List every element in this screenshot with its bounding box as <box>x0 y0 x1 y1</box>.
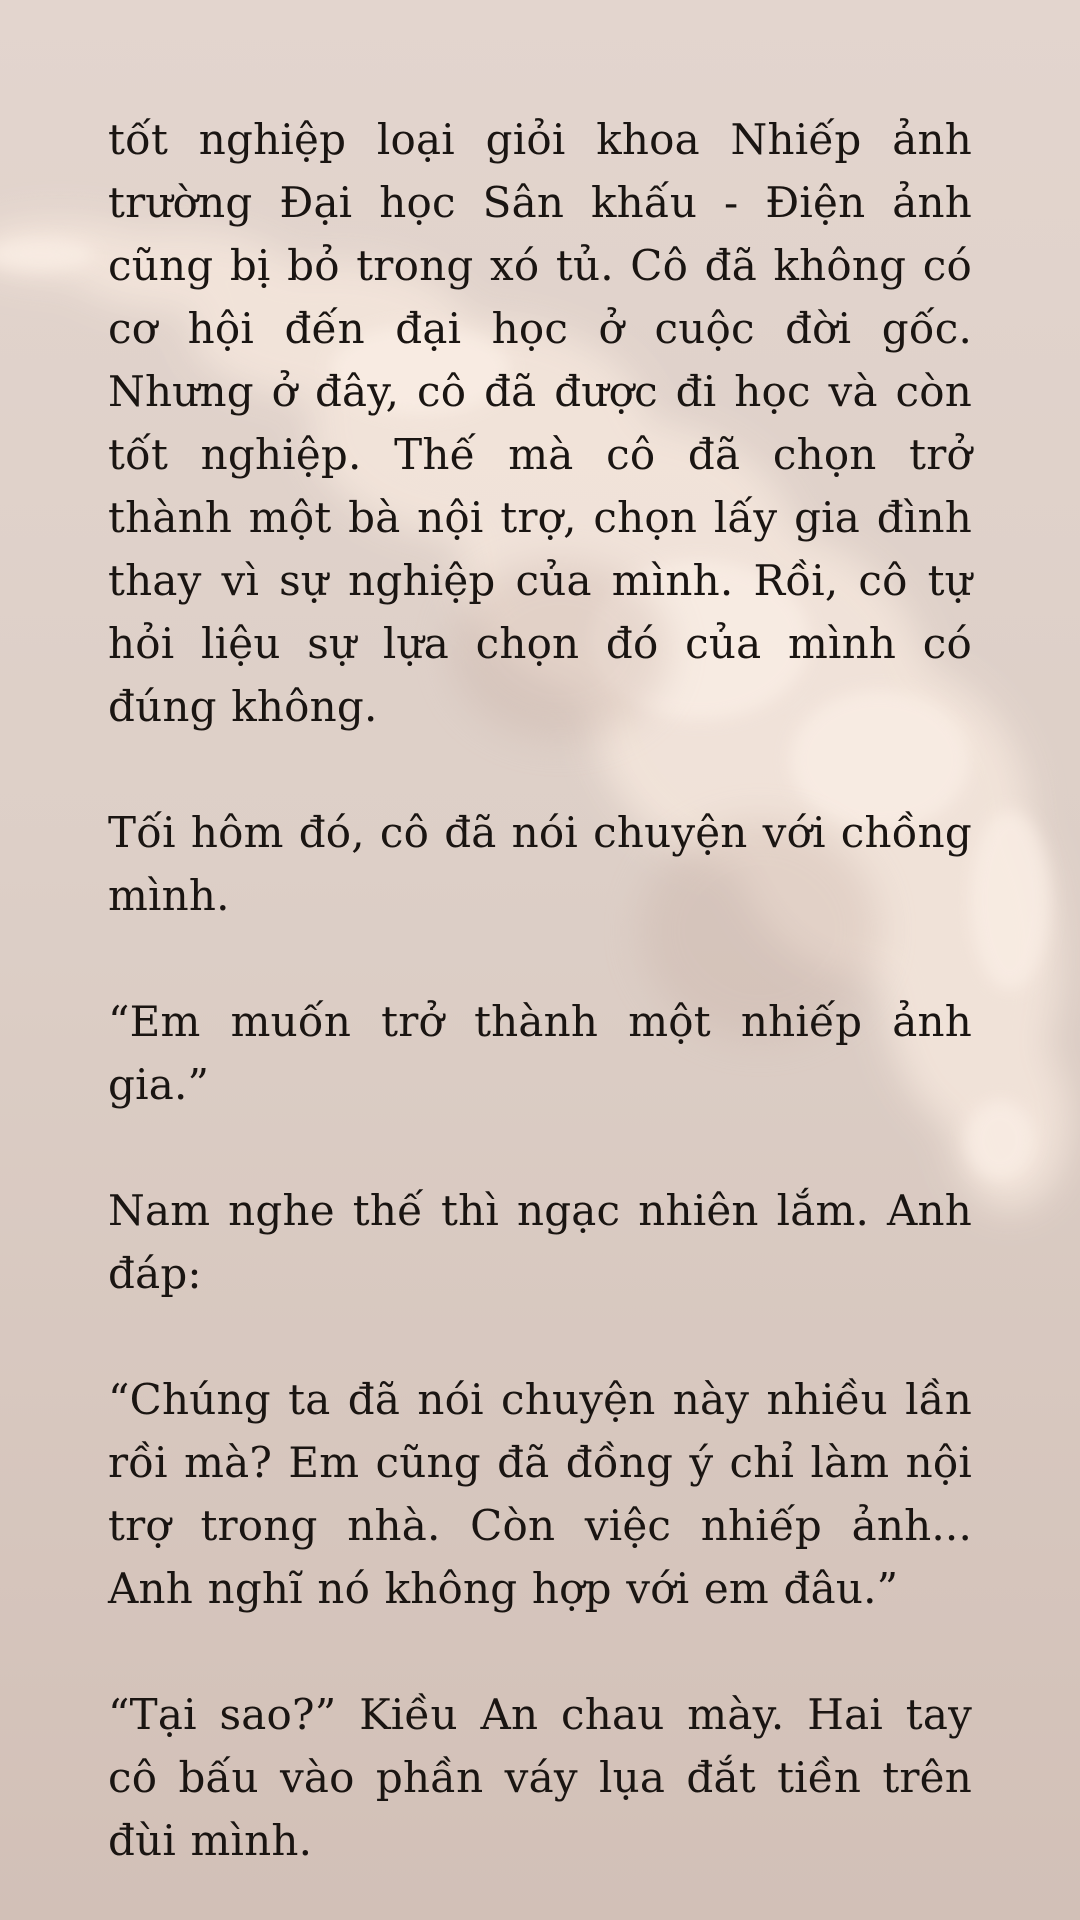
story-text <box>108 108 972 1872</box>
story-paragraph: “Tại sao?” Kiều An chau mày. Hai tay cô bấu vào phần váy lụa đắt tiền trên đùi mình. <box>108 1690 972 1865</box>
story-paragraph: “Em muốn trở thành một nhiếp ảnh gia.” <box>108 997 972 1109</box>
story-paragraph: Nam nghe thế thì ngạc nhiên lắm. Anh đáp: <box>108 1186 972 1298</box>
story-paragraph: tốt nghiệp loại giỏi khoa Nhiếp ảnh trường Đại học Sân khấu - Điện ảnh cũng bị bỏ trong xó tủ. Cô đã không có cơ hội đến đại học ở cuộc đời gốc. Nhưng ở đây, cô đã được đi học và còn tốt nghiệp. Thế mà cô đã chọn trở thành một bà nội trợ, chọn lấy gia đình thay vì sự nghiệp của mình. Rồi, cô tự hỏi liệu sự lựa chọn đó của mình có đúng không. <box>108 115 972 731</box>
story-paragraph: “Chúng ta đã nói chuyện này nhiều lần rồi mà? Em cũng đã đồng ý chỉ làm nội trợ trong nhà. Còn việc nhiếp ảnh... Anh nghĩ nó không hợp với em đâu.” <box>108 1375 972 1613</box>
story-paragraph: Tối hôm đó, cô đã nói chuyện với chồng mình. <box>108 808 972 920</box>
